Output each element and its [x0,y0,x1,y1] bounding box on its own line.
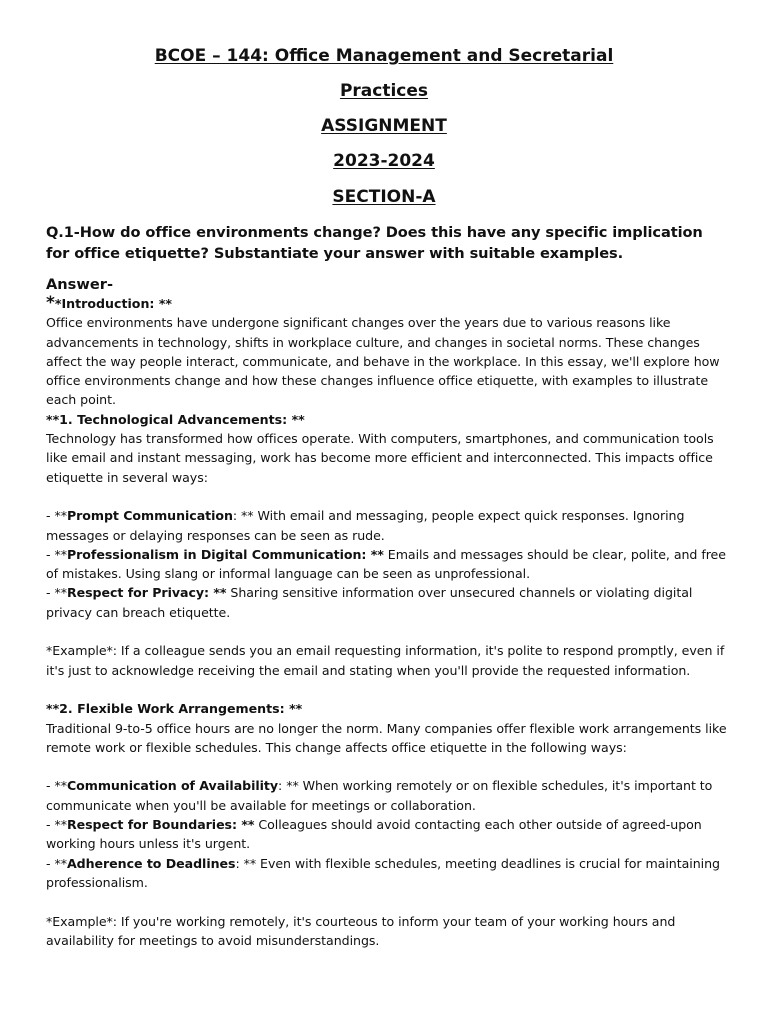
list-item [46,854,728,893]
list-item-title: Communication of Availability [66,778,279,794]
course-title-cont: Practices [339,81,429,101]
list-item-title: Professionalism in Digital Communication: ** [66,546,384,562]
list-item [46,545,728,584]
list-item-text: Sharing sensitive information over unsecured channels or violating digital privacy can breach etiquette. [46,585,693,620]
list-prefix: - ** [46,817,67,833]
list-item-text: Colleagues should avoid contacting each other outside of agreed-upon working hours unless it's urgent. [46,817,702,852]
spacer [46,622,728,641]
section1-example: *Example*: If a colleague sends you an email requesting information, it's polite to respond promptly, even if it's just to acknowledge receiving the email and stating when you'll provide the requested information. [46,643,725,678]
course-title: BCOE – 144: Office Management and Secretarial [154,46,614,66]
list-item-text: : ** With email and messaging, people expect quick responses. Ignoring messages or delaying responses can be seen as rude. [46,508,685,543]
section-heading: SECTION-A [332,187,436,207]
section1-heading: **1. Technological Advancements: ** [46,411,305,427]
section2-example: *Example*: If you're working remotely, it's courteous to inform your team of your working hours and availability for meetings to avoid misunderstandings. [46,913,676,948]
list-item [46,583,728,622]
session-year: 2023-2024 [333,151,435,171]
intro-star: * [46,293,55,313]
list-item-text: : ** When working remotely or on flexible schedules, it's important to communicate when you'll be available for meetings or collaboration. [46,778,713,813]
list-prefix: - ** [46,546,67,562]
spacer [46,892,728,911]
section1-paragraph: Technology has transformed how offices operate. With computers, smartphones, and communication tools like email and instant messaging, work has become more efficient and interconnected. This impacts office etiquette in several ways: [46,431,714,485]
spacer [46,757,728,776]
spacer [46,680,728,699]
intro-heading [46,294,728,313]
answer-label: Answer- [46,276,114,293]
list-item-title: Respect for Privacy: ** [66,585,227,601]
spacer [46,487,728,506]
list-item-title: Adherence to Deadlines [66,855,236,871]
list-prefix: - ** [46,585,67,601]
intro-paragraph: Office environments have undergone significant changes over the years due to various reasons like advancements in technology, shifts in workplace culture, and changes in societal norms. These changes affect the way people interact, communicate, and behave in the workplace. In this essay, we'll explore how office environments change and how these changes influence office etiquette, with examples to illustrate each point. [46,315,720,408]
list-prefix: - ** [46,778,67,794]
list-item-title: Prompt Communication [66,508,233,524]
section2-heading: **2. Flexible Work Arrangements: ** [46,701,303,717]
list-item [46,815,728,854]
assignment-heading: ASSIGNMENT [321,116,447,136]
list-item-text: Emails and messages should be clear, polite, and free of mistakes. Using slang or informal language can be seen as unprofessional. [46,546,726,582]
list-prefix: - ** [46,508,67,524]
question-text: Q.1-How do office environments change? Does this have any specific implication for office etiquette? Substantiate your answer with suitable examples. [46,224,703,262]
document-body [46,222,728,950]
list-item-title: Respect for Boundaries: ** [66,817,255,833]
intro-heading-text: *Introduction: ** [54,296,173,311]
list-item [46,776,728,815]
list-prefix: - ** [46,855,67,871]
list-item [46,506,728,545]
section2-paragraph: Traditional 9-to-5 office hours are no longer the norm. Many companies offer flexible work arrangements like remote work or flexible schedules. This change affects office etiquette in the following ways: [46,720,727,755]
list-item-text: : ** Even with flexible schedules, meeting deadlines is crucial for maintaining professionalism. [46,855,720,890]
